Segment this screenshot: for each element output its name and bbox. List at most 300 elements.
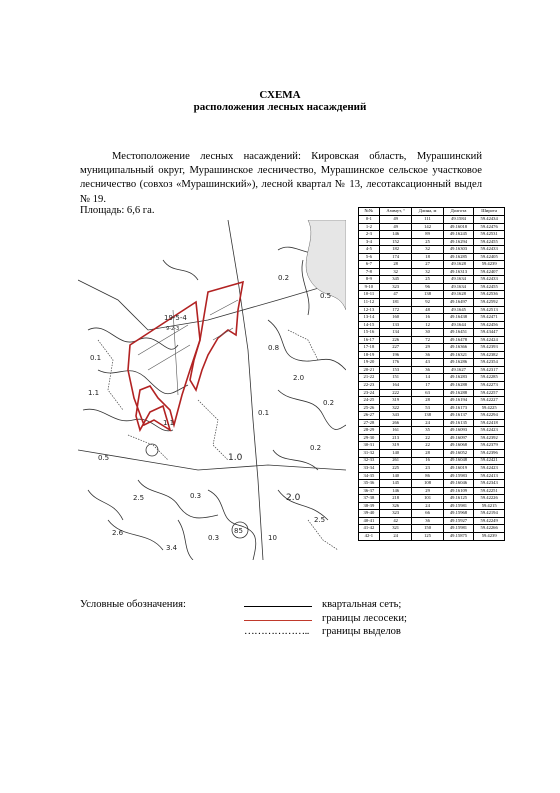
table-cell: 49.16286 (443, 359, 474, 367)
legend-label: квартальная сеть; (322, 599, 402, 610)
table-cell: 59.42455 (474, 283, 505, 291)
table-row (359, 238, 505, 246)
table-cell: 59.42456 (474, 321, 505, 329)
column-header: Азимут, ° (379, 208, 412, 216)
table-row (359, 314, 505, 322)
table-cell: 49 (379, 223, 412, 231)
table-row (359, 419, 505, 427)
table-cell: 14 (412, 374, 443, 382)
table-cell: 59.42407 (474, 268, 505, 276)
map-label: 0.2 (310, 444, 322, 452)
table-row (359, 374, 505, 382)
table-cell: 59.42257 (474, 389, 505, 397)
table-cell: 6-7 (359, 261, 380, 269)
table-cell: 59.4225 (474, 404, 505, 412)
table-cell: 59.42249 (474, 517, 505, 525)
table-cell: 59.42396 (474, 449, 505, 457)
table-row (359, 359, 505, 367)
table-cell: 59.42433 (474, 276, 505, 284)
table-row (359, 389, 505, 397)
table-row (359, 223, 505, 231)
map-label: 2.5 (314, 516, 326, 524)
table-cell: 261 (379, 457, 412, 465)
table-cell: 49.16245 (443, 231, 474, 239)
table-row (359, 306, 505, 314)
table-cell: 59.42294 (474, 412, 505, 420)
table-cell: 49.16451 (443, 329, 474, 337)
table-row (359, 502, 505, 510)
table-cell: 59.42476 (474, 223, 505, 231)
table-cell: 125 (412, 532, 443, 540)
table-cell: 49.16019 (443, 465, 474, 473)
map-label: 0.8 (268, 344, 280, 352)
table-cell: 145 (379, 480, 412, 488)
table-row (359, 261, 505, 269)
table-cell: 32 (379, 268, 412, 276)
map-label: 2.5 (133, 494, 145, 502)
table-cell: 1-2 (359, 223, 380, 231)
table-cell: 25 (412, 276, 443, 284)
table-cell: 146 (379, 231, 412, 239)
table-cell: 150 (412, 525, 443, 533)
table-cell: 59.4239 (474, 532, 505, 540)
column-header: Долгота (443, 208, 474, 216)
table-cell: 59.42455 (474, 238, 505, 246)
table-cell: 19-20 (359, 359, 380, 367)
table-cell: 49.16097 (443, 434, 474, 442)
table-cell: 18 (412, 253, 443, 261)
table-cell: 24 (379, 532, 412, 540)
table-cell: 32 (412, 246, 443, 254)
table-cell: 49.16497 (443, 299, 474, 307)
table-cell: 49.1645 (443, 306, 474, 314)
map-label: 0.1 (258, 409, 270, 417)
map-label: 0.5 (320, 292, 332, 300)
table-cell: 24-25 (359, 397, 380, 405)
table-cell: 2-3 (359, 231, 380, 239)
map-label: 0.3 (190, 492, 202, 500)
page-subtitle: расположения лесных насаждений (193, 101, 367, 113)
table-row (359, 283, 505, 291)
cutting-boundary (190, 282, 243, 390)
table-cell: 59.42531 (474, 231, 505, 239)
table-cell: 59.42285 (474, 374, 505, 382)
map-label: 1.0 (228, 453, 243, 463)
forest-map (78, 220, 346, 560)
table-row (359, 434, 505, 442)
table-cell: 27 (412, 261, 443, 269)
table-cell: 49.16294 (443, 238, 474, 246)
table-cell: 323 (379, 283, 412, 291)
table-cell: 36 (412, 351, 443, 359)
table-cell: 49.1628 (443, 291, 474, 299)
table-cell: 96 (412, 283, 443, 291)
table-cell: 42-1 (359, 532, 380, 540)
table-cell: 322 (379, 404, 412, 412)
table-row (359, 465, 505, 473)
table-row (359, 321, 505, 329)
table-cell: 9-10 (359, 283, 380, 291)
table-cell: 36-37 (359, 487, 380, 495)
table-row (359, 382, 505, 390)
table-cell: 49.16313 (443, 268, 474, 276)
table-cell: 319 (379, 442, 412, 450)
column-header: Длина, м (412, 208, 443, 216)
table-cell: 28 (412, 397, 443, 405)
legend-label: границы лесосеки; (322, 613, 407, 624)
table-row (359, 276, 505, 284)
table-row (359, 268, 505, 276)
map-label: 0.2 (323, 399, 335, 407)
table-cell: 7-8 (359, 268, 380, 276)
table-cell: 4-5 (359, 246, 380, 254)
legend-swatch-allotment: ……………….. (244, 626, 309, 637)
table-cell: 49.15927 (443, 517, 474, 525)
table-cell: 23 (412, 465, 443, 473)
table-row (359, 299, 505, 307)
table-cell: 12-13 (359, 306, 380, 314)
table-cell: 142 (412, 223, 443, 231)
map-label: 2.0 (286, 493, 301, 503)
table-cell: 59.42413 (474, 472, 505, 480)
table-cell: 321 (379, 525, 412, 533)
map-label: 1.1 (163, 419, 175, 427)
table-cell: 59.42421 (474, 457, 505, 465)
table-row (359, 517, 505, 525)
table-cell: 160 (379, 314, 412, 322)
table-cell: 176 (379, 359, 412, 367)
table-cell: 153 (379, 366, 412, 374)
table-cell: 59.42434 (474, 216, 505, 224)
table-row (359, 457, 505, 465)
table-cell: 29-30 (359, 434, 380, 442)
table-cell: 59.42266 (474, 525, 505, 533)
table-cell: 16-17 (359, 336, 380, 344)
table-cell: 15-16 (359, 329, 380, 337)
table-cell: 30 (412, 329, 443, 337)
table-cell: 226 (379, 336, 412, 344)
map-label: 0.5 (98, 454, 110, 462)
table-cell: 59.42418 (474, 419, 505, 427)
table-cell: 36 (412, 366, 443, 374)
table-row (359, 412, 505, 420)
table-cell: 133 (379, 321, 412, 329)
table-cell: 49.16046 (443, 480, 474, 488)
table-cell: 8-9 (359, 276, 380, 284)
table-cell: 218 (379, 495, 412, 503)
table-cell: 32 (412, 268, 443, 276)
table-cell: 22 (412, 442, 443, 450)
table-row (359, 231, 505, 239)
table-cell: 59.42592 (474, 299, 505, 307)
table-cell: 49.16048 (443, 457, 474, 465)
table-cell: 17-18 (359, 344, 380, 352)
table-cell: 59.42227 (474, 397, 505, 405)
table-cell: 16 (412, 457, 443, 465)
table-cell: 266 (379, 419, 412, 427)
table-cell: 49.15968 (443, 510, 474, 518)
table-cell: 59.42423 (474, 427, 505, 435)
table-cell: 101 (412, 495, 443, 503)
map-label: 10 (268, 534, 277, 542)
table-cell: 29 (412, 344, 443, 352)
table-cell: 181 (379, 299, 412, 307)
table-cell: 25-26 (359, 404, 380, 412)
table-row (359, 291, 505, 299)
table-cell: 49.16283 (443, 374, 474, 382)
map-label: 85 (234, 527, 243, 535)
table-row (359, 442, 505, 450)
table-cell: 108 (412, 480, 443, 488)
table-cell: 59.42251 (474, 487, 505, 495)
table-cell: 63 (412, 389, 443, 397)
plot-sublabel: 9-2-3 (166, 326, 180, 332)
table-cell: 59.42194 (474, 510, 505, 518)
table-cell: 111 (412, 216, 443, 224)
table-cell: 18-19 (359, 351, 380, 359)
table-cell: 34-35 (359, 472, 380, 480)
table-cell: 59.42343 (474, 480, 505, 488)
table-cell: 49.16093 (443, 427, 474, 435)
table-cell: 41-42 (359, 525, 380, 533)
area-text: Площадь: 6,6 га. (80, 205, 155, 216)
map-label: 1.1 (88, 389, 100, 397)
table-cell: 213 (379, 434, 412, 442)
table-cell: 48 (412, 306, 443, 314)
table-cell: 22 (412, 434, 443, 442)
table-row (359, 427, 505, 435)
table-cell: 26-27 (359, 412, 380, 420)
legend-swatch-quarter (244, 606, 312, 607)
table-cell: 49.15981 (443, 525, 474, 533)
table-cell: 49.16303 (443, 246, 474, 254)
table-row (359, 480, 505, 488)
table-cell: 59.42379 (474, 442, 505, 450)
table-cell: 49.1627 (443, 366, 474, 374)
table-cell: 319 (379, 397, 412, 405)
table-cell: 66 (412, 510, 443, 518)
table-cell: 17 (412, 382, 443, 390)
table-cell: 36 (412, 517, 443, 525)
map-label: 0.2 (278, 274, 290, 282)
table-header-row (359, 208, 505, 216)
column-header: №№ (359, 208, 380, 216)
table-cell: 35 (412, 427, 443, 435)
table-cell: 27-28 (359, 419, 380, 427)
map-label: 2.6 (112, 529, 124, 537)
table-cell: 14-15 (359, 321, 380, 329)
table-cell: 12 (412, 321, 443, 329)
table-cell: 49.1634 (443, 283, 474, 291)
table-cell: 29 (412, 487, 443, 495)
legend-title: Условные обозначения: (80, 599, 186, 610)
table-row (359, 532, 505, 540)
table-cell: 59.42226 (474, 495, 505, 503)
table-cell: 138 (412, 412, 443, 420)
table-cell: 24 (412, 419, 443, 427)
map-label: 0.1 (90, 354, 102, 362)
table-cell: 49.16135 (443, 419, 474, 427)
table-cell: 24 (412, 502, 443, 510)
table-cell: 42 (379, 517, 412, 525)
table-cell: 227 (379, 344, 412, 352)
table-cell: 13-14 (359, 314, 380, 322)
table-row (359, 510, 505, 518)
table-cell: 49.16052 (443, 449, 474, 457)
table-cell: 20-21 (359, 366, 380, 374)
table-row (359, 336, 505, 344)
table-cell: 3-4 (359, 238, 380, 246)
table-cell: 59.42382 (474, 351, 505, 359)
table-cell: 59.42273 (474, 382, 505, 390)
table-cell: 345 (379, 276, 412, 284)
legend-swatch-cutting (244, 620, 312, 621)
table-cell: 59.4215 (474, 502, 505, 510)
table-cell: 326 (379, 502, 412, 510)
table-cell: 53 (412, 404, 443, 412)
table-cell: 89 (412, 231, 443, 239)
table-cell: 25 (412, 238, 443, 246)
table-row (359, 397, 505, 405)
table-cell: 33-34 (359, 465, 380, 473)
legend-label: границы выделов (322, 626, 401, 637)
table-cell: 134 (379, 329, 412, 337)
table-row (359, 329, 505, 337)
table-cell: 22-23 (359, 382, 380, 390)
table-cell: 59.42433 (474, 246, 505, 254)
table-cell: 72 (412, 336, 443, 344)
table-cell: 49.16194 (443, 397, 474, 405)
table-cell: 196 (379, 351, 412, 359)
table-row (359, 449, 505, 457)
table-cell: 49.15875 (443, 532, 474, 540)
table-cell: 59.42392 (474, 434, 505, 442)
table-cell: 49.16366 (443, 344, 474, 352)
table-row (359, 246, 505, 254)
table-cell: 21-22 (359, 374, 380, 382)
table-cell: 146 (379, 487, 412, 495)
table-row (359, 525, 505, 533)
table-cell: 49.16068 (443, 442, 474, 450)
table-row (359, 495, 505, 503)
location-description (80, 150, 482, 207)
table-cell: 140 (379, 449, 412, 457)
table-cell: 49.16288 (443, 389, 474, 397)
table-cell: 164 (379, 382, 412, 390)
table-cell: 152 (379, 238, 412, 246)
table-cell: 222 (379, 389, 412, 397)
table-cell: 59.4239 (474, 261, 505, 269)
table-cell: 225 (379, 465, 412, 473)
table-row (359, 351, 505, 359)
table-cell: 49.16288 (443, 382, 474, 390)
table-cell: 151 (379, 374, 412, 382)
table-cell: 49.1644 (443, 321, 474, 329)
table-cell: 59.42405 (474, 253, 505, 261)
table-cell: 59.42424 (474, 336, 505, 344)
map-label: 3.4 (166, 544, 178, 552)
table-cell: 38-39 (359, 502, 380, 510)
table-cell: 59.42354 (474, 359, 505, 367)
table-cell: 40-41 (359, 517, 380, 525)
table-cell: 323 (379, 510, 412, 518)
table-cell: 49.1628 (443, 261, 474, 269)
table-cell: 39-40 (359, 510, 380, 518)
table-cell: 11-12 (359, 299, 380, 307)
table-cell: 49.16137 (443, 412, 474, 420)
table-cell: 49.1584 (443, 216, 474, 224)
table-cell: 23-24 (359, 389, 380, 397)
table-cell: 10-11 (359, 291, 380, 299)
table-cell: 28 (412, 449, 443, 457)
coordinates-table (358, 207, 505, 541)
table-cell: 28 (379, 261, 412, 269)
table-row (359, 216, 505, 224)
plot-label: 19-5-4 (164, 314, 187, 322)
quarter-line (228, 220, 263, 560)
table-row (359, 487, 505, 495)
table-cell: 140 (379, 472, 412, 480)
table-cell: 138 (412, 291, 443, 299)
table-cell: 59.43447 (474, 329, 505, 337)
page-title: СХЕМА (259, 89, 301, 101)
table-cell: 37-38 (359, 495, 380, 503)
table-cell: 5-6 (359, 253, 380, 261)
table-row (359, 404, 505, 412)
table-cell: 49.16125 (443, 495, 474, 503)
table-cell: 49.1634 (443, 276, 474, 284)
table-cell: 161 (379, 427, 412, 435)
table-row (359, 344, 505, 352)
table-row (359, 472, 505, 480)
map-label: 2.0 (293, 374, 305, 382)
table-cell: 59.42513 (474, 306, 505, 314)
table-cell: 182 (379, 246, 412, 254)
table-cell: 59.42423 (474, 465, 505, 473)
map-label: 0.3 (208, 534, 220, 542)
table-cell: 49.16018 (443, 223, 474, 231)
table-cell: 49.15981 (443, 502, 474, 510)
table-cell: 32-33 (359, 457, 380, 465)
table-cell: 172 (379, 306, 412, 314)
table-cell: 49.16173 (443, 404, 474, 412)
table-cell: 86 (412, 472, 443, 480)
table-cell: 49.16478 (443, 336, 474, 344)
table-cell: 59.42536 (474, 291, 505, 299)
table-cell: 343 (379, 412, 412, 420)
table-cell: 28-29 (359, 427, 380, 435)
table-cell: 59.42393 (474, 344, 505, 352)
table-cell: 0-1 (359, 216, 380, 224)
table-cell: 59.42317 (474, 366, 505, 374)
location-text: Местоположение лесных насаждений: Кировская область, Мурашинский муниципальный округ, Мурашинское лесничество, Мурашинское сельское участковое лесничество (совхоз «Мурашинский»), лесной квартал № 13, лесотаксационный выдел № 19. (80, 151, 482, 205)
table-cell: 35-36 (359, 480, 380, 488)
quarter-line (78, 450, 346, 470)
table-cell: 47 (379, 291, 412, 299)
table-cell: 31-32 (359, 449, 380, 457)
table-cell: 49.16285 (443, 253, 474, 261)
table-cell: 174 (379, 253, 412, 261)
table-row (359, 366, 505, 374)
table-cell: 49.15983 (443, 472, 474, 480)
table-cell: 49 (379, 216, 412, 224)
table-row (359, 253, 505, 261)
table-cell: 30-31 (359, 442, 380, 450)
table-cell: 49.16109 (443, 487, 474, 495)
table-cell: 59.42471 (474, 314, 505, 322)
table-cell: 49.16321 (443, 351, 474, 359)
table-cell: 43 (412, 359, 443, 367)
